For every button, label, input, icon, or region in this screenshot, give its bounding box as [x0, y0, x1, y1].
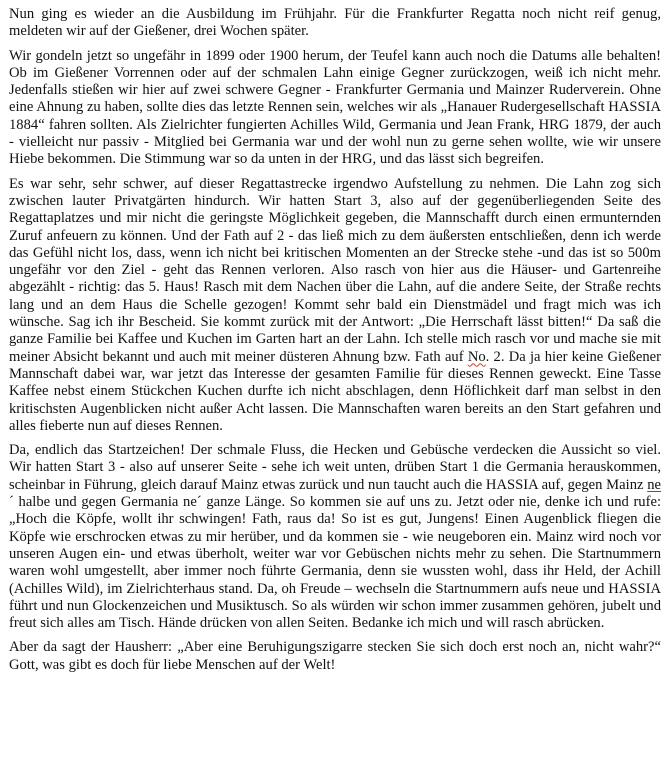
paragraph-2	[9, 48, 661, 169]
paragraph-3	[9, 176, 661, 435]
paragraph-text: Es war sehr, sehr schwer, auf dieser Regattastrecke irgendwo Aufstellung zu nehmen. Die Lahn zog sich zwischen lauter Privatgärten hindurch. Wir hatten Start 3, also auf der gegenüberliegenden Seite des Regattaplatzes und mir nicht die geringste Möglichkeit gegeben, die Mannschafft durch einen ermunternden Zuruf anfeuern zu können. Und der Fath auf 2 - das ließ mich zu dem äußersten entschließen, denn ich werde das Gefühl nicht los, dass, wenn ich nicht bei kritischen Momenten an der Strecke stehe -und das ist so 500m ungefähr vor den Ziel - geht das Rennen verloren. Also rasch von hier aus die Häuser- und Gartenreihe abgezählt - richtig: das 5. Haus! Rasch mit dem Nachen über die Lahn, auf die andere Seite, der Straße rechts lang und an dem Haus die Schelle gezogen! Kommt sehr bald ein Dienstmädel und fragt mich was ich wünsche. Sag ich ihr Bescheid. Sie kommt zurück mit der Antwort: „Die Herrschaft lässt bitten!“ Da saß die ganze Familie bei Kaffee und Kuchen im Garten hart an der Lahn. Ich stelle mich rasch vor und mache sie mit meiner Absicht bekannt und auch mit meiner düsteren Ahnung bzw. Fath auf	[9, 175, 661, 365]
paragraph-1	[9, 6, 661, 41]
paragraph-text: Aber da sagt der Hausherr: „Aber eine Beruhigungszigarre stecken Sie sich doch erst noch an, nicht wahr?“ Gott, was gibt es doch für liebe Menschen auf der Welt!	[9, 639, 661, 673]
spellcheck-flagged-word[interactable]: No	[467, 348, 486, 365]
paragraph-text: ´ halbe und gegen Germania ne´ ganze Länge. So kommen sie auf uns zu. Jetzt oder nie, denke ich und rufe: „Hoch die Köpfe, wollt ihr schwingen! Fath, raus da! So ist es gut, Jungens! Einen Augenblick fliegen die Köpfe wie erschrocken etwas zu mir herüber, und da kommen sie - wie neugeboren ein. Mainz wird noch vor unseren Augen ein- und etwas überholt, weiter war vor Gebüschen nichts mehr zu sehen. Die Startnummern waren wohl umgestellt, aber immer noch führte Germania, denn sie wussten wohl, dass ihr Held, der Achill (Achilles Wild), im Zielrichterhaus stand. Da, oh Freude – wechseln die Startnummern aufs neue und HASSIA führt und nun Glockenzeichen und Musiktusch. So als würden wir schon immer zusammen gehören, jubelt und freut sich alles am Tisch. Hände drücken von allen Seiten. Bedanke ich mich und will rasch abrücken.	[9, 494, 661, 632]
paragraph-text: . 2. Da ja hier keine Gießener Mannschaft dabei war, war jetzt das Interesse der gesamten Familie für dieses Rennen geweckt. Eine Tasse Kaffee nebst einem Stückchen Kuchen durfte ich nicht abschlagen, denn Höflichkeit darf man selbst in den kritischsten Augenblicken nicht außer Acht lassen. Die Mannschaften waren bereits an den Start gefahren und alles fieberte nun auf dieses Rennen.	[9, 348, 661, 434]
paragraph-text: Nun ging es wieder an die Ausbildung im Frühjahr. Für die Frankfurter Regatta noch nicht reif genug, meldeten wir auf der Gießener, drei Wochen später.	[9, 6, 661, 40]
paragraph-text: Da, endlich das Startzeichen! Der schmale Fluss, die Hecken und Gebüsche verdecken die Aussicht so viel. Wir hatten Start 3 - also auf unserer Seite - sehe ich weit unten, drüben Start 1 die Germania herauskommen, scheinbar in Führung, gleich darauf Mainz etwas zurück und nun taucht auch die HASSIA auf, gegen Mainz	[9, 442, 661, 493]
document-page	[9, 6, 661, 681]
grammarcheck-flagged-word[interactable]: ne	[647, 476, 661, 493]
paragraph-4	[9, 442, 661, 632]
paragraph-5	[9, 639, 661, 674]
paragraph-text: Wir gondeln jetzt so ungefähr in 1899 oder 1900 herum, der Teufel kann auch noch die Datums alle behalten! Ob im Gießener Vorrennen oder auf der schmalen Lahn einige Gegner zurückzogen, weiß ich nicht mehr. Jedenfalls stießen wir hier auf zwei schwere Gegner - Frankfurter Germania und Mainzer Ruderverein. Ohne eine Ahnung zu haben, sollte dies das letzte Rennen sein, welches wir als „Hanauer Rudergesellschaft HASSIA 1884“ fahren sollten. Als Zielrichter fungierten Achilles Wild, Germania und Jean Frank, HRG 1879, der auch - vielleicht nur passiv - Mitglied bei Germania war und der wohl nun zu gerne sehen wollte, wie wir unsere Hiebe bekommen. Die Stimmung war so da unten in der HRG, und das lässt sich begreifen.	[9, 47, 661, 168]
